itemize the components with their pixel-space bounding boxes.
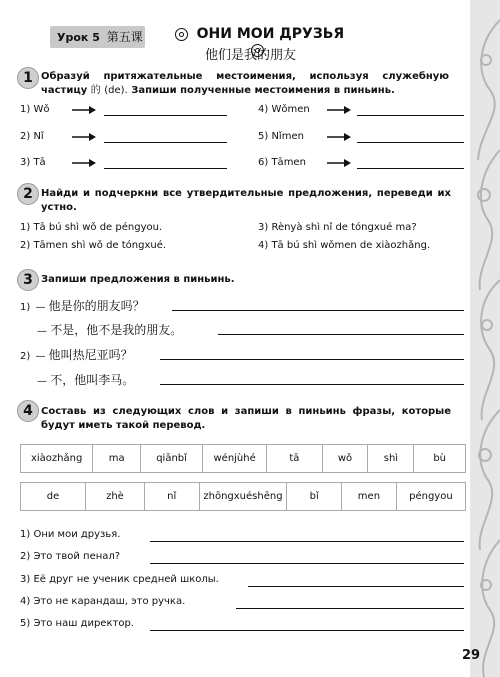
answer-line[interactable] — [104, 115, 227, 116]
exercise-2-instruction-line1: Найди и подчеркни все утвердительные предложения, переведи их — [41, 188, 451, 199]
dash: — — [37, 326, 47, 337]
arrow-right-icon — [327, 133, 351, 141]
particle-de-pinyin: (de). — [104, 85, 128, 96]
exercise-1-instruction-line1: Образуй притяжательные местоимения, используя служебную — [41, 71, 449, 82]
word-cell[interactable]: xiàozhǎng — [21, 445, 93, 473]
word-cell[interactable]: nǐ — [144, 483, 199, 511]
translation-item: 3) Её друг не ученик средней школы. — [20, 574, 219, 585]
word-cell[interactable]: péngyou — [396, 483, 465, 511]
word-cell[interactable]: ma — [93, 445, 141, 473]
pronoun-word: Nǐmen — [271, 131, 304, 142]
chinese-sentence: 他是你的朋友吗？ — [48, 299, 145, 313]
pronoun-item — [20, 104, 49, 115]
translation-item: 4) Это не карандаш, это ручка. — [20, 596, 186, 607]
dialogue-line — [37, 321, 182, 338]
answer-line[interactable] — [150, 563, 464, 564]
sentence-item[interactable]: 1) Tā bú shì wǒ de péngyou. — [20, 222, 163, 233]
decorative-border — [470, 0, 500, 677]
item-number: 5) — [258, 131, 269, 142]
dialogue-line — [20, 297, 145, 314]
word-cell[interactable]: qiānbǐ — [141, 445, 203, 473]
answer-line[interactable] — [150, 541, 464, 542]
arrow-right-icon — [327, 106, 351, 114]
answer-line[interactable] — [357, 142, 464, 143]
chinese-sentence: 他叫热尼亚吗？ — [48, 348, 133, 362]
chinese-sentence: 不，他叫李马。 — [50, 373, 135, 387]
word-cell[interactable]: de — [21, 483, 86, 511]
word-cell[interactable]: wénjùhé — [203, 445, 267, 473]
answer-line[interactable] — [357, 115, 464, 116]
pronoun-word: Nǐ — [33, 131, 44, 142]
answer-line[interactable] — [104, 168, 227, 169]
word-cell[interactable]: wǒ — [322, 445, 368, 473]
instruction-text: Запиши полученные местоимения в пиньинь. — [131, 85, 395, 96]
dialogue-line — [20, 346, 133, 363]
item-number: 2) — [20, 351, 31, 362]
pronoun-item — [258, 104, 310, 115]
lesson-chinese: 第五课 — [106, 30, 143, 44]
pronoun-item — [20, 131, 44, 142]
word-cell[interactable]: men — [342, 483, 397, 511]
word-cell[interactable]: zhōngxuéshēng — [199, 483, 287, 511]
exercise-number: 4 — [17, 400, 39, 422]
dash: — — [35, 302, 46, 313]
pronoun-item — [258, 131, 304, 142]
translation-item: 1) Они мои друзья. — [20, 529, 121, 540]
answer-line[interactable] — [172, 310, 464, 311]
bullet-circle-icon — [175, 28, 188, 41]
answer-line[interactable] — [236, 608, 464, 609]
page-title — [160, 26, 355, 46]
lesson-badge — [50, 26, 145, 48]
sentence-item[interactable]: 2) Tāmen shì wǒ de tóngxué. — [20, 240, 167, 251]
answer-line[interactable] — [248, 586, 464, 587]
item-number: 2) — [20, 131, 31, 142]
answer-line[interactable] — [160, 359, 464, 360]
exercise-1-instruction-line2 — [41, 84, 451, 98]
pronoun-word: Tāmen — [271, 157, 306, 168]
item-number: 1) — [20, 104, 31, 115]
word-cell[interactable]: zhè — [86, 483, 145, 511]
item-number: 4) — [258, 104, 269, 115]
arrow-right-icon — [72, 133, 96, 141]
page-subtitle-chinese: 他们是我的朋友 — [205, 48, 297, 63]
pronoun-word: Wǒ — [33, 104, 50, 115]
exercise-number: 2 — [17, 183, 39, 205]
answer-line[interactable] — [357, 168, 464, 169]
exercise-4-instruction-line2: будут иметь такой перевод. — [41, 420, 206, 431]
dash: — — [35, 351, 46, 362]
arrow-right-icon — [72, 159, 96, 167]
particle-de: 的 — [90, 85, 101, 96]
pronoun-item — [20, 157, 46, 168]
word-bank-row-2 — [20, 482, 466, 511]
pronoun-word: Tā — [33, 157, 46, 168]
item-number: 3) — [20, 157, 31, 168]
dash: — — [37, 376, 47, 387]
item-number: 1) — [20, 302, 31, 313]
word-cell[interactable]: bǐ — [287, 483, 342, 511]
answer-line[interactable] — [160, 384, 464, 385]
answer-line[interactable] — [218, 334, 464, 335]
arrow-right-icon — [327, 159, 351, 167]
answer-line[interactable] — [150, 630, 464, 631]
page-title-text: ОНИ МОИ ДРУЗЬЯ — [196, 26, 345, 42]
arrow-right-icon — [72, 106, 96, 114]
page-number: 29 — [462, 648, 481, 663]
word-cell[interactable]: shì — [368, 445, 414, 473]
exercise-number: 1 — [17, 67, 39, 89]
translation-item: 2) Это твой пенал? — [20, 551, 121, 562]
item-number: 6) — [258, 157, 269, 168]
chinese-sentence: 不是，他不是我的朋友。 — [50, 323, 183, 337]
word-cell[interactable]: bù — [414, 445, 466, 473]
pronoun-item — [258, 157, 306, 168]
pronoun-word: Wǒmen — [271, 104, 310, 115]
sentence-item[interactable]: 4) Tā bú shì wǒmen de xiàozhǎng. — [258, 240, 431, 251]
word-cell[interactable]: tā — [267, 445, 322, 473]
exercise-2-instruction-line2: устно. — [41, 202, 77, 213]
lesson-label: Урок 5 — [57, 31, 100, 44]
answer-line[interactable] — [104, 142, 227, 143]
exercise-number: 3 — [17, 269, 39, 291]
dialogue-line — [37, 371, 134, 388]
instruction-text: частицу — [41, 85, 88, 96]
exercise-3-instruction: Запиши предложения в пиньинь. — [41, 274, 235, 285]
translation-item: 5) Это наш директор. — [20, 618, 134, 629]
word-bank-row-1 — [20, 444, 466, 473]
sentence-item[interactable]: 3) Rènyà shì nǐ de tóngxué ma? — [258, 222, 417, 233]
exercise-4-instruction-line1: Составь из следующих слов и запиши в пиньинь фразы, которые — [41, 406, 451, 417]
